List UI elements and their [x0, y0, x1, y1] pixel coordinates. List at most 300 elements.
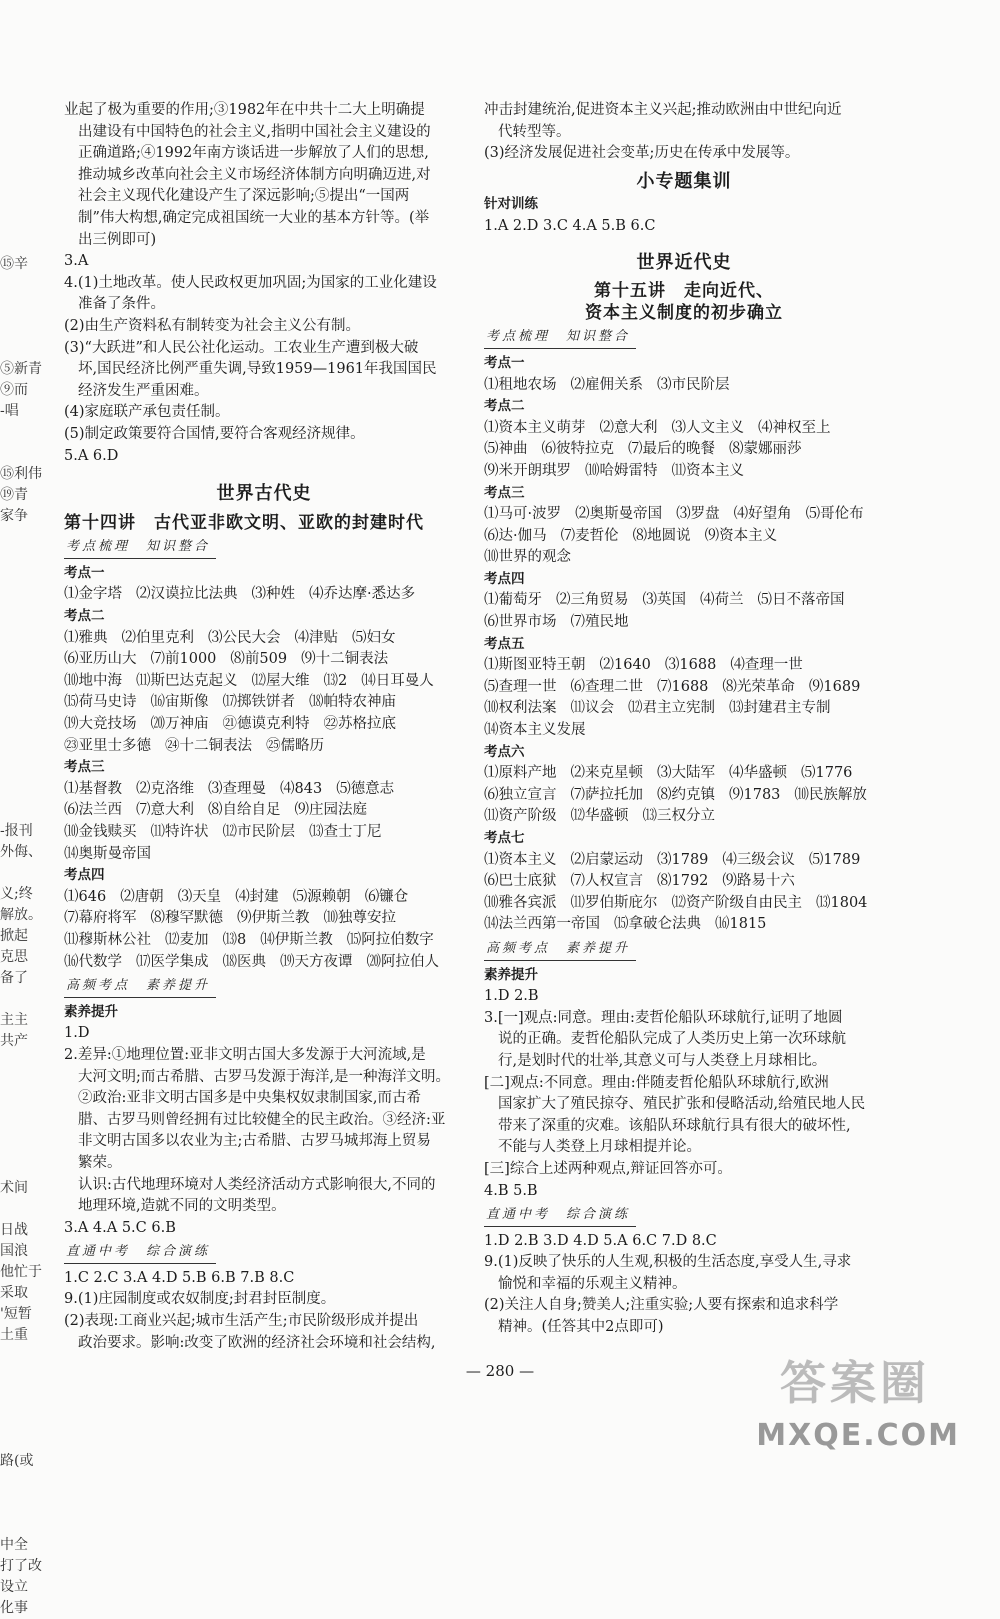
knowledge-item: ⑶1688 [664, 657, 717, 674]
left-q9 [64, 1289, 464, 1354]
edge-fragment: ⑮利伟 [0, 466, 42, 482]
knowledge-item: ⑴斯图亚特王朝 [484, 657, 586, 674]
watermark-logo: 答案圈 [780, 1356, 930, 1410]
answer-line: (2)由生产资料私有制转变为社会主义公有制。 [64, 317, 361, 334]
knowledge-item: ⑺幕府将军 [64, 910, 137, 927]
knowledge-item: ⑴原料产地 [484, 765, 557, 782]
knowledge-item: ⑸1776 [801, 765, 853, 782]
edge-fragment [0, 1073, 48, 1094]
section-title-ancient: 世界古代史 [216, 483, 312, 505]
knowledge-item: ⑻1792 [657, 873, 709, 890]
answer-line: 国家扩大了殖民掠夺、殖民扩张和侵略活动,给殖民地人民 [498, 1096, 866, 1113]
knowledge-point-title: 考点二 [64, 608, 105, 625]
knowledge-item: ⒀2 [323, 672, 348, 689]
knowledge-item: ⒁法兰西第一帝国 [484, 916, 600, 933]
knowledge-item: ⑺人权宣言 [570, 873, 643, 890]
knowledge-point-items [484, 504, 884, 569]
answer-line: 腊、古罗马则曾经拥有过比较健全的民主政治。③经济:亚 [78, 1111, 446, 1128]
answer-line: [二]观点:不同意。理由:伴随麦哲伦船队环球航行,欧洲 [484, 1074, 829, 1091]
bar-exam-right: 直通中考 综合演练 [484, 1204, 636, 1227]
answer-line: 坏,国民经济比例严重失调,导致1959—1961年我国国民 [78, 361, 437, 378]
edge-fragment [0, 1472, 48, 1493]
knowledge-item: ⑺殖民地 [570, 614, 629, 631]
knowledge-item: ⑻穆罕默德 [150, 910, 223, 927]
edge-fragment [0, 170, 48, 191]
knowledge-item: ⒇阿拉伯人 [366, 953, 439, 970]
edge-fragment: 中全 [0, 1537, 28, 1553]
knowledge-item: ⑽民族解放 [794, 786, 867, 803]
knowledge-item: ⑹镰仓 [364, 888, 409, 905]
knowledge-item: ⒃1815 [715, 916, 767, 933]
edge-fragment [0, 611, 48, 632]
edge-fragment [0, 758, 48, 779]
knowledge-item: ⒄掷铁饼者 [222, 694, 295, 711]
knowledge-item: ⑽地中海 [64, 672, 122, 689]
knowledge-item: ⑹独立宣言 [484, 786, 557, 803]
edge-fragment: ⑮辛 [0, 256, 28, 272]
knowledge-item: ⑸德意志 [336, 780, 395, 797]
edge-fragment [0, 1430, 48, 1451]
knowledge-item: ⑵1640 [599, 657, 651, 674]
knowledge-item: ⑵来克星顿 [570, 765, 643, 782]
edge-fragment [0, 863, 48, 884]
left-q3: 3.A [64, 253, 89, 270]
knowledge-item: ⑾资本主义 [671, 462, 744, 479]
knowledge-point-items [484, 763, 884, 828]
answer-line: 2.差异:①地理位置:亚非文明古国大多发源于大河流域,是 [64, 1046, 426, 1063]
knowledge-item: ⑺最后的晚餐 [628, 441, 715, 458]
knowledge-item: ⑴马可·波罗 [484, 506, 562, 523]
knowledge-item: ⑹法兰西 [64, 802, 122, 819]
edge-fragment [0, 527, 48, 548]
knowledge-item: ⑻自给自足 [208, 802, 281, 819]
knowledge-item: ⑿君主立宪制 [628, 700, 715, 717]
knowledge-item: ⑿华盛顿 [570, 808, 629, 825]
answer-line: 行,是划时代的壮举,其意义可与人类登上月球相比。 [498, 1052, 827, 1069]
answer-line: 3.[一]观点:同意。理由:麦哲伦船队环球航行,证明了地圆 [484, 1009, 843, 1026]
knowledge-item: ⑵汉谟拉比法典 [136, 586, 238, 603]
knowledge-item: ⑾资产阶级 [484, 808, 557, 825]
knowledge-item: ⒅帕特农神庙 [309, 694, 396, 711]
knowledge-point-title: 考点二 [484, 398, 525, 415]
edge-fragment [0, 1409, 48, 1430]
knowledge-item: ⑼米开朗琪罗 [484, 462, 571, 479]
knowledge-item: ⑺萨拉托加 [570, 786, 643, 803]
lecture-15-title-line2: 资本主义制度的初步确立 [585, 302, 783, 323]
knowledge-item: ⑼伊斯兰教 [237, 910, 310, 927]
knowledge-item: ⑺1688 [657, 678, 709, 695]
edge-fragment: 备了 [0, 970, 28, 986]
knowledge-point-title: 考点四 [484, 570, 525, 587]
knowledge-point-title: 考点三 [484, 484, 525, 501]
watermark-text: MXQE.COM [756, 1418, 960, 1453]
left-top-answer [64, 100, 464, 251]
left-q1: 1.D [64, 1025, 90, 1042]
answer-line: 愉悦和幸福的乐观主义精神。 [498, 1275, 687, 1292]
knowledge-item: ⑷神权至上 [758, 419, 831, 436]
knowledge-point-title: 考点六 [484, 743, 525, 760]
edge-fragment [0, 1493, 48, 1514]
edge-fragment [0, 590, 48, 611]
answer-line: 业起了极为重要的作用;③1982年在中共十二大上明确提 [64, 102, 425, 118]
knowledge-item: ⑵三角贸易 [556, 592, 629, 609]
edge-fragment [0, 107, 48, 128]
edge-fragment [0, 1157, 48, 1178]
left-q3to6: 3.A 4.A 5.C 6.B [64, 1219, 176, 1236]
knowledge-item: ㉓亚里士多德 [64, 737, 151, 754]
edge-fragment [0, 779, 48, 800]
knowledge-item: ⑶英国 [642, 592, 686, 609]
edge-fragment: 土重 [0, 1327, 28, 1343]
edge-fragment: 术间 [0, 1180, 28, 1196]
knowledge-item: ⑷843 [280, 780, 323, 797]
edge-fragment [0, 989, 48, 1010]
edge-fragment [0, 800, 48, 821]
answer-line: 正确道路;④1992年南方谈话进一步解放了人们的思想, [78, 145, 429, 162]
edge-fragment: 家争 [0, 508, 28, 524]
knowledge-item: ⑾穆斯林公社 [64, 931, 151, 948]
knowledge-item: ⑶天皇 [177, 888, 222, 905]
knowledge-item: ⑶查理曼 [208, 780, 266, 797]
knowledge-item: ⑴资本主义 [484, 851, 557, 868]
edge-fragment: 国浪 [0, 1243, 28, 1259]
knowledge-item: ⑵意大利 [599, 419, 658, 436]
edge-fragment [0, 1115, 48, 1136]
answer-line: (3)“大跃进”和人民公社化运动。工农业生产遭到极大破 [64, 339, 419, 356]
answer-line: 不能与人类登上月球相提并论。 [498, 1139, 701, 1156]
edge-fragment: 打了改 [0, 1558, 42, 1574]
bar-highfreq-right: 高频考点 素养提升 [484, 938, 636, 961]
edge-fragment [0, 191, 48, 212]
edge-fragment: 路(或 [0, 1453, 34, 1469]
knowledge-point-items [484, 418, 884, 483]
knowledge-item: ⑹查理二世 [570, 678, 643, 695]
right-column [484, 100, 884, 1339]
knowledge-item: ⑵克洛维 [136, 780, 194, 797]
knowledge-item: ⑴646 [64, 888, 107, 905]
answer-line: 认识:古代地理环境对人类经济活动方式影响很大,不同的 [78, 1176, 436, 1193]
right-sub-literacy: 素养提升 [484, 966, 538, 983]
edge-fragment [0, 674, 48, 695]
edge-fragment [0, 422, 48, 443]
knowledge-item: ⑶大陆军 [657, 765, 715, 782]
knowledge-item: ⑿屋大维 [251, 672, 310, 689]
edge-fragment: 主主 [0, 1012, 28, 1028]
knowledge-point-title: 考点一 [64, 564, 105, 581]
knowledge-point-title: 考点一 [484, 354, 525, 371]
knowledge-item: ⑹亚历山大 [64, 651, 137, 668]
right-sub-training: 针对训练 [484, 196, 538, 213]
knowledge-point-items [484, 375, 884, 397]
left-knowledge-points [64, 563, 464, 973]
knowledge-item: ⑼1689 [808, 678, 861, 695]
right-q3 [484, 1008, 884, 1181]
answer-line: 繁荣。 [78, 1154, 122, 1171]
knowledge-item: ⑽权利法案 [484, 700, 557, 717]
left-column [64, 100, 464, 1354]
edge-fragment: 克思 [0, 949, 28, 965]
knowledge-item: ㉕儒略历 [266, 737, 324, 754]
knowledge-item: ⑼十二铜表法 [301, 651, 389, 668]
knowledge-item: ⒀封建君主专制 [729, 700, 831, 717]
edge-fragment [0, 737, 48, 758]
knowledge-item: ㉑德谟克利特 [222, 716, 310, 733]
knowledge-item: ⒀查士丁尼 [309, 824, 382, 840]
bar-highfreq-left: 高频考点 素养提升 [64, 975, 216, 998]
left-q4 [64, 273, 464, 446]
knowledge-item: ⑴租地农场 [484, 376, 557, 393]
knowledge-item: ⑼路易十六 [722, 873, 795, 890]
bar-knowledge-right: 考点梳理 知识整合 [484, 326, 636, 349]
edge-fragment: 设立 [0, 1579, 28, 1595]
knowledge-item: ⑿资产阶级自由民主 [671, 894, 802, 911]
knowledge-item: ⒀三权分立 [642, 808, 715, 825]
knowledge-item: ⑶种姓 [251, 586, 295, 603]
knowledge-item: ⑶罗盘 [676, 506, 720, 523]
right-knowledge-points [484, 353, 884, 936]
edge-fragment: 解放。 [0, 907, 42, 923]
lecture-14-title: 第十四讲 古代亚非欧文明、亚欧的封建时代 [64, 512, 424, 533]
knowledge-item: ⑵启蒙运动 [570, 851, 643, 868]
section-title-modern: 世界近代史 [636, 251, 732, 273]
knowledge-item: ⒇万神庙 [150, 716, 209, 733]
left-sub-literacy: 素养提升 [64, 1003, 118, 1020]
knowledge-item: ⑷查理一世 [730, 657, 803, 674]
knowledge-item: ⒁资本主义发展 [484, 722, 586, 739]
edge-fragment [0, 632, 48, 653]
knowledge-item: ⒆大竞技场 [64, 716, 137, 733]
knowledge-item: ⑴金字塔 [64, 586, 122, 603]
knowledge-point-items [484, 655, 884, 741]
bar-exam-left: 直通中考 综合演练 [64, 1241, 216, 1264]
edge-fragment [0, 1052, 48, 1073]
answer-line: 推动城乡改革向社会主义市场经济体制方向明确迈进,对 [78, 166, 431, 183]
knowledge-item: ⒀8 [222, 931, 247, 948]
answer-line: 9.(1)反映了快乐的人生观,积极的生活态度,享受人生,寻求 [484, 1254, 852, 1271]
answer-line: 精神。(任答其中2点即可) [498, 1319, 664, 1336]
knowledge-item: ⑺麦哲伦 [560, 527, 619, 544]
knowledge-item: ⑻前509 [230, 651, 288, 668]
answer-line: 4.(1)土地改革。使人民政权更加巩固;为国家的工业化建设 [64, 274, 437, 291]
knowledge-point-items [64, 628, 464, 758]
section-title-topic: 小专题集训 [636, 170, 732, 192]
knowledge-item: ⒂阿拉伯数字 [346, 931, 434, 948]
knowledge-item: ⑸查理一世 [484, 678, 557, 695]
right-q45: 4.B 5.B [484, 1182, 538, 1199]
knowledge-point-title: 考点三 [64, 759, 105, 776]
knowledge-item: ⑷封建 [235, 888, 279, 905]
knowledge-item: ⑸神曲 [484, 441, 528, 458]
knowledge-item: ⑽世界的观念 [484, 549, 571, 566]
edge-fragment [0, 233, 48, 254]
edge-fragment: ⑤新青 [0, 361, 42, 377]
knowledge-item: ⒃宙斯像 [150, 694, 209, 711]
knowledge-item: ⑽金钱赎买 [64, 824, 137, 840]
knowledge-item: ⑴葡萄牙 [484, 592, 542, 609]
edge-fragment: 共产 [0, 1033, 28, 1049]
knowledge-item: ⒂拿破仑法典 [614, 916, 701, 933]
answer-line: 带来了深重的灾难。该船队环球航行具有很大的破坏性, [498, 1117, 851, 1134]
right-q12: 1.D 2.B [484, 988, 539, 1005]
knowledge-item: ⑵伯里克利 [121, 629, 194, 646]
answer-line: (3)经济发展促进社会变革;历史在传承中发展等。 [484, 145, 800, 162]
answer-line: (4)家庭联产承包责任制。 [64, 404, 230, 421]
edge-fragment [0, 275, 48, 296]
knowledge-item: ⒃代数学 [64, 953, 122, 970]
knowledge-item: ⒂荷马史诗 [64, 694, 137, 711]
page-number: — 280 — [465, 1362, 535, 1380]
knowledge-item: ⑹世界市场 [484, 614, 557, 631]
edge-fragment: 掀起 [0, 928, 28, 944]
knowledge-item: ⑻地圆说 [632, 527, 691, 544]
left-edge-fragments [0, 86, 48, 1619]
edge-fragment: 外侮、 [0, 844, 42, 860]
knowledge-item: ⑷津贴 [294, 629, 338, 646]
knowledge-item: ⒁奥斯曼帝国 [64, 845, 151, 862]
knowledge-item: ⑼庄园法庭 [294, 802, 367, 819]
knowledge-item: ⑾特许状 [150, 824, 209, 840]
answer-line: (5)制定政策要符合国情,要符合客观经济规律。 [64, 425, 365, 442]
knowledge-item: ⑺前1000 [150, 651, 217, 668]
edge-fragment [0, 653, 48, 674]
edge-fragment [0, 569, 48, 590]
knowledge-point-items [64, 779, 464, 865]
knowledge-item: ⒀1804 [816, 894, 868, 911]
left-q2 [64, 1045, 464, 1218]
answer-line: 大河文明;而古希腊、古罗马发源于海洋,是一种海洋文明。 [78, 1068, 450, 1085]
knowledge-item: ⑷乔达摩·悉达多 [309, 586, 416, 603]
edge-fragment [0, 296, 48, 317]
knowledge-point-title: 考点四 [64, 867, 105, 884]
right-top-answer [484, 100, 884, 165]
answer-line: 经济发生严重困难。 [78, 382, 209, 399]
knowledge-item: ⑹巴士底狱 [484, 873, 557, 890]
knowledge-item: ⑽雅各宾派 [484, 894, 557, 911]
knowledge-item: ⑹达·伽马 [484, 527, 547, 544]
knowledge-item: ⑵雇佣关系 [570, 376, 643, 393]
knowledge-item: ⑵唐朝 [120, 888, 164, 905]
knowledge-item: ⑷华盛顿 [729, 765, 787, 782]
left-mc: 1.C 2.C 3.A 4.D 5.B 6.B 7.B 8.C [64, 1269, 295, 1286]
knowledge-point-items [64, 584, 464, 606]
edge-fragment: ⑲青 [0, 487, 28, 503]
bar-knowledge-left: 考点梳理 知识整合 [64, 536, 216, 559]
lecture-15-title-line1: 第十五讲 走向近代、 [594, 281, 774, 302]
knowledge-item: ⑿麦加 [165, 931, 209, 948]
knowledge-item: ⑴雅典 [64, 629, 108, 646]
edge-fragment: 义;终 [0, 886, 33, 902]
knowledge-item: ⑴资本主义萌芽 [484, 419, 586, 436]
right-q9 [484, 1252, 884, 1338]
edge-fragment: ⑨而 [0, 382, 28, 398]
edge-fragment: '短暂 [0, 1306, 32, 1322]
edge-fragment [0, 1388, 48, 1409]
knowledge-item: ⑹彼特拉克 [541, 441, 614, 458]
knowledge-item: ⒄医学集成 [136, 953, 209, 970]
knowledge-point-title: 考点七 [484, 830, 525, 846]
knowledge-item: ㉔十二铜表法 [165, 737, 252, 754]
knowledge-point-items [484, 590, 884, 633]
edge-fragment [0, 212, 48, 233]
edge-fragment [0, 1199, 48, 1220]
knowledge-item: ⒆天方夜谭 [280, 953, 353, 970]
knowledge-point-title: 考点五 [484, 635, 525, 652]
knowledge-item: ⑸哥伦布 [805, 506, 864, 523]
knowledge-item: ⑴基督教 [64, 780, 122, 797]
edge-fragment [0, 443, 48, 464]
answer-line: 出建设有中国特色的社会主义,指明中国社会主义建设的 [78, 123, 431, 140]
answer-line: ②政治:亚非文明古国多是中央集权奴隶制国家,而古希 [78, 1090, 421, 1107]
knowledge-point-items [64, 887, 464, 973]
knowledge-item: ⑼资本主义 [704, 527, 778, 544]
edge-fragment [0, 716, 48, 737]
knowledge-item: ⑶市民阶层 [657, 376, 730, 393]
edge-fragment: 采取 [0, 1285, 28, 1301]
knowledge-item: ⑸源赖朝 [292, 888, 351, 905]
answer-line: 地理环境,造就不同的文明类型。 [78, 1198, 286, 1215]
answer-line: (2)关注人自身;赞美人;注重实验;人要有探索和追求科学 [484, 1297, 839, 1314]
knowledge-item: ⑼1783 [729, 786, 781, 803]
answer-line: 出三例即可) [78, 231, 157, 248]
knowledge-item: ⑻蒙娜丽莎 [729, 441, 802, 458]
answer-line: 制”伟大构想,确定完成祖国统一大业的基本方针等。(举 [78, 209, 430, 226]
knowledge-item: ⑶人文主义 [671, 419, 744, 436]
knowledge-item: ⑵奥斯曼帝国 [575, 506, 663, 523]
answer-line: 冲击封建统治,促进资本主义兴起;推动欧洲由中世纪向近 [484, 102, 842, 118]
left-q56: 5.A 6.D [64, 447, 119, 464]
knowledge-item: ⑷荷兰 [700, 592, 744, 609]
knowledge-item: ⒅医典 [222, 953, 266, 970]
knowledge-item: ⑻光荣革命 [722, 678, 795, 695]
answer-line: [三]综合上述两种观点,辩证回答亦可。 [484, 1160, 732, 1177]
edge-fragment [0, 695, 48, 716]
edge-fragment: -报刊 [0, 823, 33, 839]
knowledge-item: ㉒苏格拉底 [323, 716, 396, 733]
edge-fragment [0, 317, 48, 338]
answer-line: 社会主义现代化建设产生了深远影响;⑤提出“一国两 [78, 188, 410, 205]
answer-line: 政治要求。影响:改变了欧洲的经济社会环境和社会结构, [78, 1334, 436, 1351]
knowledge-item: ⒁日耳曼人 [361, 672, 434, 689]
edge-fragment [0, 128, 48, 149]
knowledge-item: ⑻约克镇 [657, 786, 715, 803]
knowledge-item: ⑿市民阶层 [222, 824, 295, 840]
answer-line: (2)表现:工商业兴起;城市生活产生;市民阶级形成并提出 [64, 1313, 419, 1330]
knowledge-item: ⑶1789 [657, 851, 709, 868]
knowledge-item: ⒁伊斯兰教 [260, 931, 333, 948]
right-mc: 1.D 2.B 3.D 4.D 5.A 6.C 7.D 8.C [484, 1232, 717, 1249]
answer-line: 准备了条件。 [78, 296, 165, 313]
edge-fragment [0, 548, 48, 569]
edge-fragment: 日战 [0, 1222, 28, 1238]
edge-fragment: 他忙于 [0, 1264, 42, 1280]
answer-line: 9.(1)庄园制度或农奴制度;封君封臣制度。 [64, 1291, 336, 1308]
knowledge-item: ⑾斯巴达克起义 [136, 672, 238, 689]
edge-fragment: 化事 [0, 1600, 28, 1616]
edge-fragment [0, 338, 48, 359]
knowledge-item: ⑽哈姆雷特 [585, 462, 658, 479]
knowledge-item: ⑸妇女 [352, 629, 396, 646]
knowledge-item: ⑺意大利 [136, 802, 194, 819]
answer-line: 说的正确。麦哲伦船队完成了人类历史上第一次环球航 [498, 1031, 846, 1048]
answer-line: 代转型等。 [498, 123, 571, 140]
edge-fragment [0, 1136, 48, 1157]
edge-fragment [0, 86, 48, 107]
edge-fragment [0, 149, 48, 170]
knowledge-item: ⑽独尊安拉 [323, 910, 396, 927]
knowledge-item: ⑾议会 [570, 700, 614, 717]
knowledge-item: ⑷三级会议 [722, 851, 795, 868]
right-mc0: 1.A 2.D 3.C 4.A 5.B 6.C [484, 217, 656, 234]
